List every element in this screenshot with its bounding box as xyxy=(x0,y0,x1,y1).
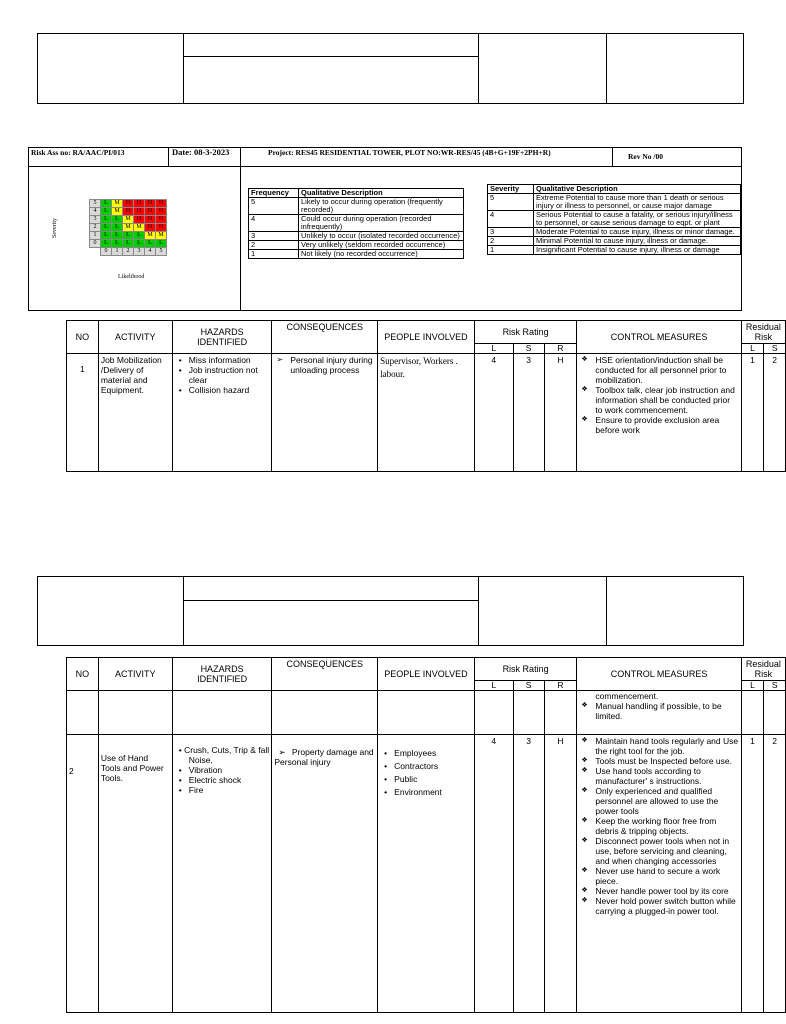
col-header-people: PEOPLE INVOLVED xyxy=(378,321,475,354)
matrix-severity-label: 3 xyxy=(90,216,101,224)
col-header-activity: ACTIVITY xyxy=(98,658,172,691)
header-divider xyxy=(183,600,478,601)
list-item: • Job instruction not clear xyxy=(175,365,270,385)
matrix-cell: H xyxy=(145,200,156,208)
list-item: ❖ Manual handling if possible, to be limited. xyxy=(579,701,738,721)
matrix-cell: H xyxy=(134,216,145,224)
list-item: • Contractors xyxy=(380,760,472,773)
frequency-header: Frequency xyxy=(249,189,299,198)
level-cell: 5 xyxy=(249,198,299,215)
list-item: ❖ HSE orientation/induction shall be conducted for all personnel prior to mobilization. xyxy=(579,355,738,385)
list-item: ❖ Never handle power tool by its core xyxy=(579,886,738,896)
description-cell: Extreme Potential to cause more than 1 death or serious injury or illness to personnel, or cause major damage xyxy=(534,194,741,211)
header-divider xyxy=(183,56,478,57)
col-header-res-l: L xyxy=(741,344,764,354)
residual-severity-cell: 2 xyxy=(764,354,786,472)
col-header-activity: ACTIVITY xyxy=(98,321,172,354)
matrix-cell: L xyxy=(101,224,112,232)
list-item: • Environment xyxy=(380,786,472,799)
control-measures-cell xyxy=(577,735,741,1013)
likelihood-cell: 4 xyxy=(474,735,513,1013)
level-cell: 1 xyxy=(488,246,534,255)
risk-table-page2 xyxy=(66,657,786,1013)
matrix-cell: L xyxy=(101,208,112,216)
table-row xyxy=(67,354,786,472)
matrix-cell: H xyxy=(123,208,134,216)
table-row xyxy=(249,198,464,215)
header-divider xyxy=(183,33,184,104)
list-item: ❖ Never hold power switch button while carrying a plugged-in power tool. xyxy=(579,896,738,916)
people-cell xyxy=(378,735,475,1013)
info-bar-divider xyxy=(28,166,742,167)
matrix-cell: L xyxy=(123,240,134,248)
hazard-first-line: • Crush, Cuts, Trip & fall Noise, xyxy=(178,745,270,765)
matrix-x-label: Likelihood xyxy=(118,274,145,280)
residual-severity-cell: 2 xyxy=(764,735,786,1013)
matrix-likelihood-label: 1 xyxy=(112,248,123,256)
list-item: ❖ Only experienced and qualified personnel are allowed to use the power tools xyxy=(579,786,738,816)
table-row xyxy=(249,250,464,259)
level-cell: 3 xyxy=(249,232,299,241)
matrix-cell: L xyxy=(112,216,123,224)
matrix-y-label: Severity xyxy=(52,218,58,238)
matrix-cell: M xyxy=(134,224,145,232)
col-header-res-s: S xyxy=(764,344,786,354)
header-box-second xyxy=(37,576,744,646)
severity-description-header: Qualitative Description xyxy=(534,185,741,194)
assessment-date: Date: 08-3-2023 xyxy=(172,147,230,157)
hazards-cell xyxy=(172,354,272,472)
col-header-no: NO xyxy=(67,321,99,354)
description-cell: Not likely (no recorded occurrence) xyxy=(299,250,464,259)
list-item: ❖ Ensure to provide exclusion area before work xyxy=(579,415,738,435)
row-number: 2 xyxy=(67,735,99,1013)
col-header-consequences: CONSEQUENCES xyxy=(272,658,378,691)
list-item: • Employees xyxy=(380,747,472,760)
residual-likelihood-cell: 1 xyxy=(741,735,764,1013)
activity-cell: Use of Hand Tools and Power Tools. xyxy=(98,735,172,1013)
consequences-cell xyxy=(272,735,378,1013)
risk-matrix xyxy=(89,199,167,256)
consequence-first-line: ➢ Property damage and xyxy=(278,747,374,757)
list-item: ❖ Disconnect power tools when not in use, before servicing and cleaning, and when changing accessories xyxy=(579,836,738,866)
residual-likelihood-cell: 1 xyxy=(741,354,764,472)
matrix-likelihood-label: 0 xyxy=(101,248,112,256)
col-header-res-s: S xyxy=(764,681,786,691)
matrix-cell: M xyxy=(123,216,134,224)
control-continued-line: commencement. xyxy=(595,691,659,701)
matrix-cell: M xyxy=(112,208,123,216)
severity-cell: 3 xyxy=(513,735,544,1013)
matrix-cell: L xyxy=(112,232,123,240)
matrix-cell: H xyxy=(145,224,156,232)
matrix-cell: H xyxy=(156,224,167,232)
severity-header: Severity xyxy=(488,185,534,194)
header-divider xyxy=(606,33,607,104)
list-item: • Public xyxy=(380,773,472,786)
matrix-cell: L xyxy=(112,240,123,248)
matrix-likelihood-label: 5 xyxy=(156,248,167,256)
row-number: 1 xyxy=(67,354,99,472)
level-cell: 3 xyxy=(488,228,534,237)
matrix-likelihood-label: 3 xyxy=(134,248,145,256)
level-cell: 5 xyxy=(488,194,534,211)
table-row xyxy=(488,211,741,228)
matrix-cell: H xyxy=(156,208,167,216)
consequences-cell xyxy=(272,354,378,472)
matrix-severity-label: 0 xyxy=(90,240,101,248)
table-row xyxy=(67,691,786,735)
list-item: ❖ Never use hand to secure a work piece. xyxy=(579,866,738,886)
description-cell: Insignificant Potential to cause injury, illness or damage xyxy=(534,246,741,255)
list-item: ❖ Keep the working floor free from debris & tripping objects. xyxy=(579,816,738,836)
hazards-cell xyxy=(172,735,272,1013)
col-header-res-l: L xyxy=(741,681,764,691)
info-divider xyxy=(612,147,613,166)
list-item: ❖ Use hand tools according to manufacturer' s instructions. xyxy=(579,766,738,786)
project-name: Project: RES45 RESIDENTIAL TOWER, PLOT NO:WR-RES/45 (4B+G+19F+2PH+R) xyxy=(268,148,551,157)
level-cell: 4 xyxy=(488,211,534,228)
table-row xyxy=(67,735,786,1013)
table-row xyxy=(249,215,464,232)
control-measures-cell xyxy=(577,691,741,735)
matrix-severity-label: 5 xyxy=(90,200,101,208)
list-item: • Miss information xyxy=(175,355,270,365)
header-divider xyxy=(183,576,184,646)
matrix-cell: H xyxy=(156,200,167,208)
severity-cell: 3 xyxy=(513,354,544,472)
control-measures-cell xyxy=(577,354,741,472)
matrix-cell: L xyxy=(101,232,112,240)
matrix-likelihood-label: 2 xyxy=(123,248,134,256)
matrix-cell: L xyxy=(156,240,167,248)
matrix-cell: L xyxy=(134,232,145,240)
people-cell: Supervisor, Workers . labour. xyxy=(378,354,475,472)
list-item: ❖ Maintain hand tools regularly and Use the right tool for the job. xyxy=(579,736,738,756)
info-divider xyxy=(240,147,241,311)
level-cell: 2 xyxy=(249,241,299,250)
col-header-hazards: HAZARDS IDENTIFIED xyxy=(172,658,272,691)
matrix-severity-label: 2 xyxy=(90,224,101,232)
info-divider xyxy=(168,147,169,166)
matrix-cell: H xyxy=(123,200,134,208)
col-header-control: CONTROL MEASURES xyxy=(577,658,741,691)
likelihood-cell: 4 xyxy=(474,354,513,472)
col-header-residual: Residual Risk xyxy=(741,321,785,344)
risk-cell: H xyxy=(544,354,577,472)
col-header-s: S xyxy=(513,681,544,691)
matrix-cell: L xyxy=(123,232,134,240)
col-header-control: CONTROL MEASURES xyxy=(577,321,741,354)
col-header-l: L xyxy=(474,681,513,691)
col-header-hazards: HAZARDS IDENTIFIED xyxy=(172,321,272,354)
matrix-severity-label: 1 xyxy=(90,232,101,240)
frequency-description-header: Qualitative Description xyxy=(299,189,464,198)
matrix-cell: H xyxy=(156,216,167,224)
revision-number: Rev No /00 xyxy=(628,152,663,161)
list-item: • Fire xyxy=(175,785,270,795)
matrix-cell: L xyxy=(134,240,145,248)
col-header-consequences: CONSEQUENCES xyxy=(272,321,378,354)
col-header-no: NO xyxy=(67,658,99,691)
level-cell: 2 xyxy=(488,237,534,246)
header-divider xyxy=(606,576,607,646)
list-item: • Electric shock xyxy=(175,775,270,785)
description-cell: Could occur during operation (recorded infrequently) xyxy=(299,215,464,232)
risk-table-page1 xyxy=(66,320,786,472)
matrix-cell: M xyxy=(112,200,123,208)
matrix-cell: L xyxy=(145,240,156,248)
matrix-cell: L xyxy=(112,224,123,232)
risk-assessment-number: Risk Ass no: RA/AAC/PI/013 xyxy=(31,148,125,157)
level-cell: 4 xyxy=(249,215,299,232)
list-item: ➢ Personal injury during unloading process xyxy=(274,355,375,375)
consequence-second-line: Personal injury xyxy=(274,757,331,767)
matrix-cell: H xyxy=(145,208,156,216)
description-cell: Very unlikely (seldom recorded occurrence) xyxy=(299,241,464,250)
matrix-severity-label: 4 xyxy=(90,208,101,216)
risk-cell: H xyxy=(544,735,577,1013)
matrix-cell: H xyxy=(134,200,145,208)
header-divider xyxy=(478,576,479,646)
col-header-r: R xyxy=(544,344,577,354)
list-item: • Collision hazard xyxy=(175,385,270,395)
matrix-cell: M xyxy=(156,232,167,240)
matrix-cell: L xyxy=(101,240,112,248)
col-header-residual: Residual Risk xyxy=(741,658,785,681)
table-row xyxy=(488,246,741,255)
matrix-likelihood-label: 4 xyxy=(145,248,156,256)
header-box-top xyxy=(37,33,744,104)
matrix-cell: H xyxy=(145,216,156,224)
description-cell: Serious Potential to cause a fatality, or serious injury/illness to personnel, or cause serious damage to eqpt. or plant xyxy=(534,211,741,228)
matrix-cell: M xyxy=(123,224,134,232)
description-cell: Unlikely to occur (isolated recorded occurrence) xyxy=(299,232,464,241)
matrix-cell: L xyxy=(101,200,112,208)
col-header-risk-rating: Risk Rating xyxy=(474,321,577,344)
severity-table xyxy=(487,184,741,255)
description-cell: Likely to occur during operation (frequently recorded) xyxy=(299,198,464,215)
col-header-s: S xyxy=(513,344,544,354)
col-header-risk-rating: Risk Rating xyxy=(474,658,577,681)
list-item: ❖ Toolbox talk, clear job instruction and information shall be conducted prior to work commencement. xyxy=(579,385,738,415)
col-header-people: PEOPLE INVOLVED xyxy=(378,658,475,691)
description-cell: Moderate Potential to cause injury, illness or minor damage. xyxy=(534,228,741,237)
matrix-cell: M xyxy=(145,232,156,240)
list-item: • Vibration xyxy=(175,765,270,775)
matrix-cell: L xyxy=(101,216,112,224)
table-row xyxy=(488,194,741,211)
activity-cell: Job Mobilization /Delivery of material and Equipment. xyxy=(98,354,172,472)
level-cell: 1 xyxy=(249,250,299,259)
col-header-l: L xyxy=(474,344,513,354)
list-item: ❖ Tools must be Inspected before use. xyxy=(579,756,738,766)
description-cell: Minimal Potential to cause injury, illness or damage. xyxy=(534,237,741,246)
frequency-table xyxy=(248,188,464,259)
col-header-r: R xyxy=(544,681,577,691)
header-divider xyxy=(478,33,479,104)
matrix-cell: H xyxy=(134,208,145,216)
